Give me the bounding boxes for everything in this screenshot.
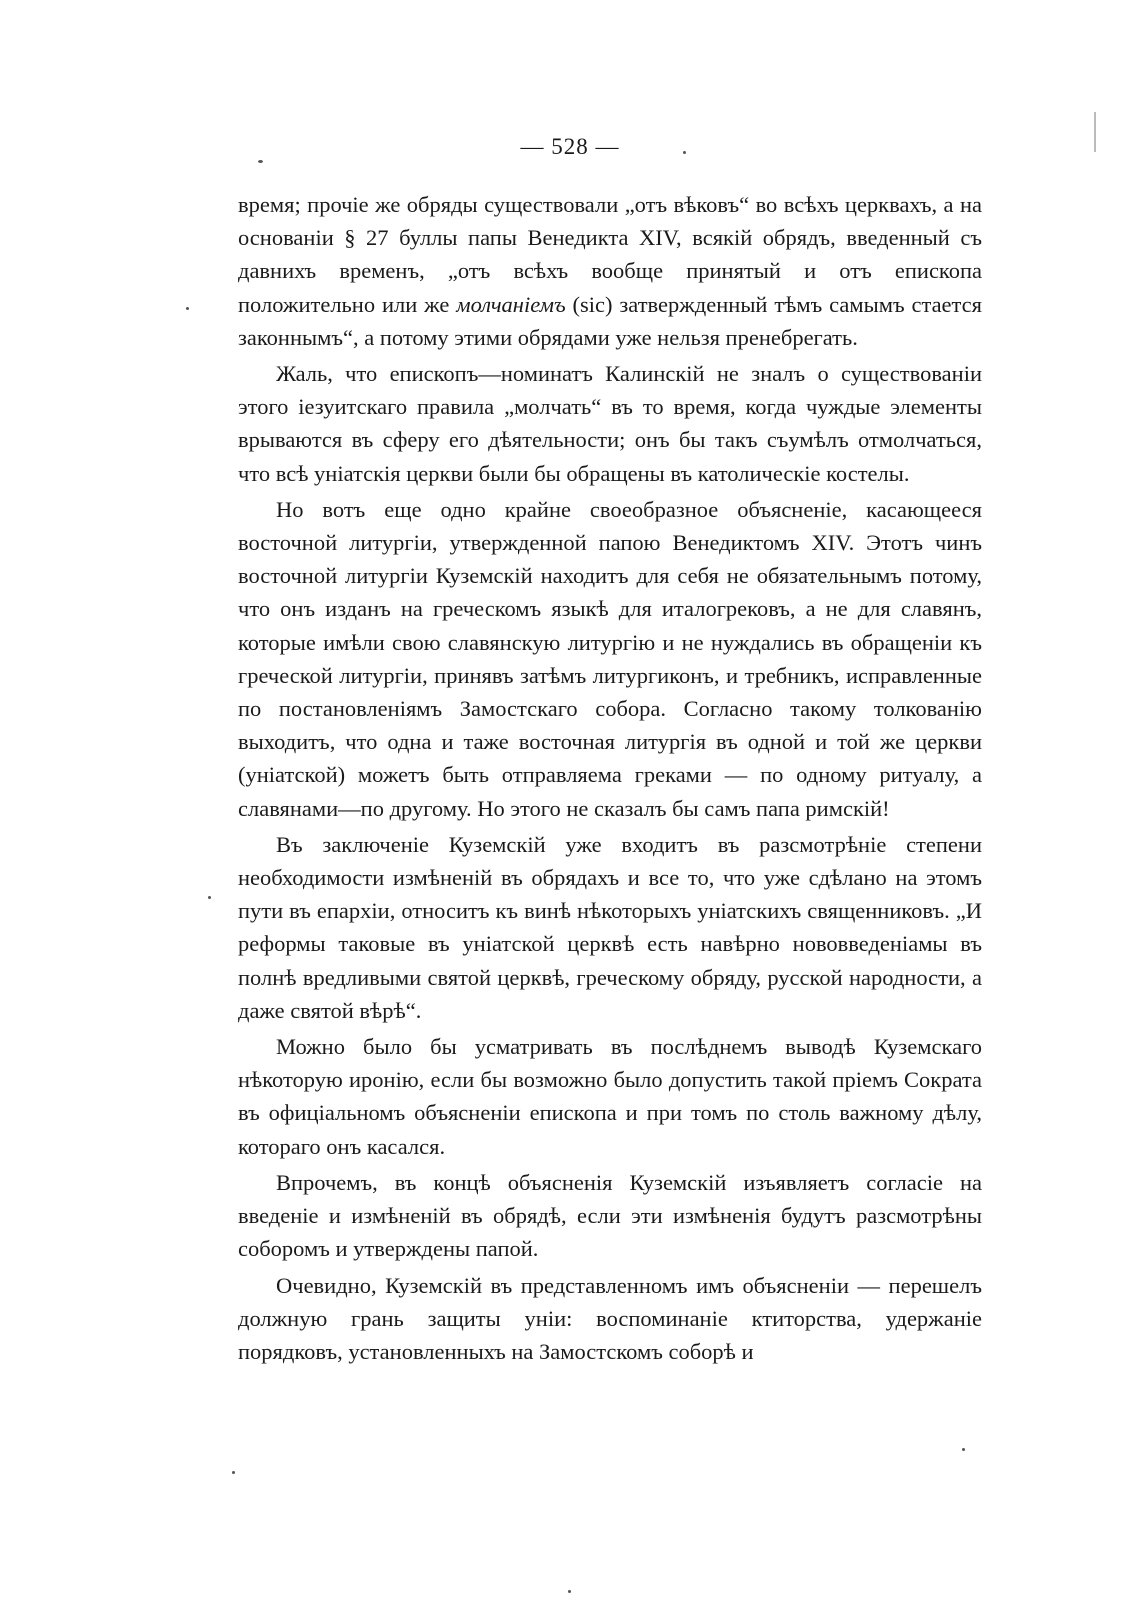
paragraph: Можно было бы усматривать въ послѣднемъ выводѣ Куземскаго нѣкоторую иронію, если бы возможно было допустить такой пріемъ Сократа въ офиціальномъ объясненіи епископа и при томъ по столь важному дѣлу, котораго онъ касался. [238,1034,982,1159]
paragraph-text-part: время; прочіе же обряды существовали „отъ вѣковъ“ во всѣхъ церквахъ, а на основаніи § 27 буллы папы Венедикта XIV, всякій обрядъ, введенный съ давнихъ временъ, „отъ всѣхъ вообще принятый и отъ епископа положительно или же [238,192,982,317]
paragraph: Жаль, что епископъ—номинатъ Калинскій не зналъ о существованіи этого іезуитскаго правила „молчать“ въ то время, когда чуждые элементы врываются въ сферу его дѣятельности; онъ бы такъ съумѣлъ отмолчаться, что всѣ уніатскія церкви были бы обращены въ католическіе костелы. [238,361,982,486]
scan-speck [962,1448,965,1451]
scan-speck [568,1590,571,1593]
paragraph-text-part: (sic) затвержденный тѣмъ самымъ стается законнымъ“, а потому этими обрядами уже нельзя пренебрегать. [238,291,982,350]
scan-speck [208,896,211,899]
body-text [238,188,982,1371]
paragraph: Впрочемъ, въ концѣ объясненія Куземскій изъявляетъ согласіе на введеніе и измѣненій въ обрядѣ, если эти измѣненія будутъ разсмотрѣны соборомъ и утверждены папой. [238,1169,982,1262]
italic-word: молчаніемъ [456,291,566,317]
scan-speck [186,307,189,310]
paragraph: Очевидно, Куземскій въ представленномъ имъ объясненіи — перешелъ должную грань защиты уніи: воспоминаніе ктиторства, удержаніе порядковъ, установленныхъ на Замостскомъ соборѣ и [238,1272,982,1364]
scan-margin-line [1094,112,1096,152]
scan-speck [683,151,686,154]
scan-speck [258,160,263,163]
page-number: — 528 — [520,134,620,159]
paragraph-continuation [238,188,982,354]
scan-speck [232,1471,235,1474]
paragraph: Но вотъ еще одно крайне своеобразное объясненіе, касающееся восточной литургіи, утвержденной папою Венедиктомъ XIV. Этотъ чинъ восточной литургіи Куземскій находитъ для себя не обязательнымъ потому, что онъ изданъ на греческомъ языкѣ для италогрековъ, а не для славянъ, которые имѣли свою славянскую литургію и не нуждались въ обращеніи къ греческой литургіи, принявъ затѣмъ литургиконъ, и требникъ, исправленные по постановленіямъ Замостскаго собора. Согласно такому толкованію выходитъ, что одна и таже восточная литургія въ одной и той же церкви (уніатской) можетъ быть отправляема греками — по одному ритуалу, а славянами—по другому. Но этого не сказалъ бы самъ папа римскій! [238,496,982,821]
paragraph: Въ заключеніе Куземскій уже входитъ въ разсмотрѣніе степени необходимости измѣненій въ обрядахъ и все то, что уже сдѣлано на этомъ пути въ епархіи, относитъ къ винѣ нѣкоторыхъ уніатскихъ священниковъ. „И реформы таковые въ уніатской церквѣ есть навѣрно нововведеніамы въ полнѣ вредливыми святой церквѣ, греческому обряду, русской народности, а даже святой вѣрѣ“. [238,831,982,1023]
